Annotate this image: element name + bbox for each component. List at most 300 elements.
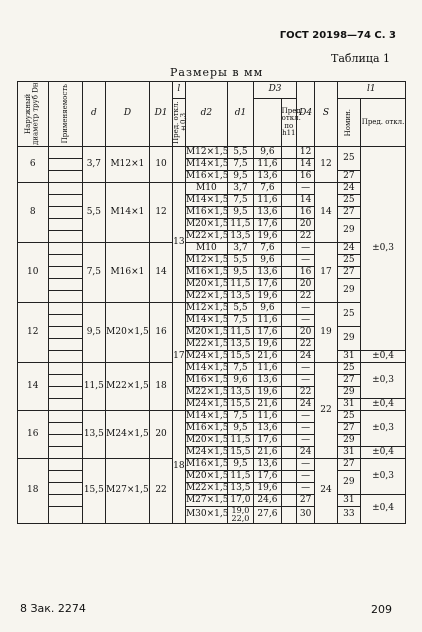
col-D3: D3 bbox=[254, 82, 297, 99]
table-row bbox=[18, 411, 406, 423]
cell-D3: 11,6 bbox=[254, 363, 281, 375]
dimensions-table bbox=[17, 81, 406, 524]
cell-d: 5,5 bbox=[83, 183, 105, 243]
cell-dn: 10 bbox=[18, 243, 49, 303]
cell-D3: 13,6 bbox=[254, 423, 281, 435]
cell-l1-tol: ±0,4 bbox=[361, 399, 406, 411]
cell-D3-tol bbox=[281, 315, 296, 327]
table-row bbox=[18, 255, 406, 267]
cell-d1: 13,5 bbox=[227, 231, 253, 243]
table-row bbox=[18, 147, 406, 159]
cell-d1: 9,5 bbox=[227, 423, 253, 435]
cell-D1: 14 bbox=[150, 243, 172, 303]
cell-D3-tol bbox=[281, 327, 296, 339]
cell-D1: 16 bbox=[150, 303, 172, 363]
cell-S: 22 bbox=[315, 363, 337, 459]
cell-d2: M24×1,5 bbox=[185, 398, 229, 409]
cell-d1: 7,5 bbox=[227, 315, 253, 327]
cell-prim bbox=[48, 255, 83, 267]
cell-d: 11,5 bbox=[83, 363, 105, 411]
cell-D3-tol bbox=[281, 435, 296, 447]
cell-D4: 22 bbox=[296, 339, 314, 351]
col-D3-tol: Пред. откл. по h11 bbox=[281, 99, 296, 147]
cell-D4: 16 bbox=[296, 267, 314, 279]
cell-prim bbox=[48, 243, 83, 255]
cell-d2: M16×1,5 bbox=[185, 206, 229, 217]
table-row bbox=[18, 303, 406, 315]
page-header: ГОСТ 20198—74 С. 3 bbox=[279, 30, 396, 41]
cell-d1: 3,7 bbox=[227, 183, 253, 195]
cell-d1: 13,5 bbox=[227, 387, 253, 399]
cell-D4: 20 bbox=[296, 327, 314, 339]
cell-dn: 14 bbox=[18, 363, 49, 411]
cell-d2: M12×1,5 bbox=[185, 254, 229, 265]
cell-D4: 12 bbox=[296, 147, 314, 159]
cell-l: 18 bbox=[172, 411, 185, 524]
cell-d: 7,5 bbox=[83, 243, 105, 303]
cell-d2: M16×1,5 bbox=[185, 374, 229, 385]
cell-l1-nom: 31 bbox=[337, 447, 360, 459]
cell-dn: 18 bbox=[18, 459, 49, 524]
cell-D3-tol bbox=[281, 255, 296, 267]
cell-l1-nom: 33 bbox=[337, 507, 360, 524]
cell-d2: M20×1,5 bbox=[185, 278, 229, 289]
col-d1: d1 bbox=[227, 82, 253, 147]
table-row bbox=[18, 171, 406, 183]
cell-D3-tol bbox=[281, 483, 296, 495]
cell-l1-tol: ±0,3 bbox=[361, 411, 406, 447]
cell-dn: 6 bbox=[18, 147, 49, 183]
cell-D3-tol bbox=[281, 195, 296, 207]
cell-d2: M16×1,5 bbox=[185, 170, 229, 181]
cell-d2: M14×1,5 bbox=[185, 158, 229, 169]
table-row bbox=[18, 495, 406, 507]
cell-D3: 21,6 bbox=[254, 447, 281, 459]
cell-prim bbox=[48, 207, 83, 219]
col-l-tol: Пред. откл. ±0,3 bbox=[172, 99, 185, 147]
cell-l1-nom: 25 bbox=[337, 255, 360, 267]
cell-prim bbox=[48, 315, 83, 327]
cell-l1-nom: 25 bbox=[337, 303, 360, 327]
cell-prim bbox=[48, 195, 83, 207]
cell-D3-tol bbox=[281, 219, 296, 231]
cell-l1-nom: 29 bbox=[337, 219, 360, 243]
cell-D3-tol bbox=[281, 375, 296, 387]
cell-prim bbox=[48, 387, 83, 399]
cell-D4: 30 bbox=[296, 507, 314, 524]
cell-d1: 15,5 bbox=[227, 351, 253, 363]
cell-D: M16×1 bbox=[105, 243, 150, 303]
table-row bbox=[18, 387, 406, 399]
cell-D3: 27,6 bbox=[254, 507, 281, 524]
cell-D3-tol bbox=[281, 243, 296, 255]
cell-d1 bbox=[227, 507, 253, 524]
col-l1: l1 bbox=[337, 82, 405, 99]
table-row bbox=[18, 423, 406, 435]
cell-D3-tol bbox=[281, 507, 296, 524]
cell-prim bbox=[48, 339, 83, 351]
cell-D3: 11,6 bbox=[254, 159, 281, 171]
table-row bbox=[18, 399, 406, 411]
cell-l1-nom: 27 bbox=[337, 423, 360, 435]
cell-D3: 9,6 bbox=[254, 147, 281, 159]
cell-D3-tol bbox=[281, 171, 296, 183]
col-d: d bbox=[83, 82, 105, 147]
cell-dn: 16 bbox=[18, 411, 49, 459]
cell-d2: M27×1,5 bbox=[185, 494, 229, 505]
cell-d1: 11,5 bbox=[227, 471, 253, 483]
cell-prim bbox=[48, 375, 83, 387]
cell-D3-tol bbox=[281, 303, 296, 315]
cell-D1: 22 bbox=[150, 459, 172, 524]
cell-dn: 8 bbox=[18, 183, 49, 243]
cell-D3: 11,6 bbox=[254, 195, 281, 207]
cell-D4: 27 bbox=[296, 495, 314, 507]
cell-D4: — bbox=[296, 183, 314, 195]
cell-prim bbox=[48, 231, 83, 243]
cell-d2: M24×1,5 bbox=[185, 350, 229, 361]
cell-l1-nom: 27 bbox=[337, 375, 360, 387]
cell-D3: 19,6 bbox=[254, 483, 281, 495]
cell-prim bbox=[48, 351, 83, 363]
cell-D3: 19,6 bbox=[254, 291, 281, 303]
col-S: S bbox=[315, 82, 337, 147]
cell-d1: 9,5 bbox=[227, 267, 253, 279]
cell-d2: M14×1,5 bbox=[185, 362, 229, 373]
cell-D3-tol bbox=[281, 183, 296, 195]
cell-d1: 13,5 bbox=[227, 339, 253, 351]
cell-D3-tol bbox=[281, 447, 296, 459]
cell-D3: 24,6 bbox=[254, 495, 281, 507]
cell-D3-tol bbox=[281, 207, 296, 219]
cell-l1-tol: ±0,4 bbox=[361, 351, 406, 363]
cell-D4: 20 bbox=[296, 219, 314, 231]
cell-prim bbox=[48, 171, 83, 183]
cell-d2: M16×1,5 bbox=[185, 266, 229, 277]
cell-d1: 13,5 bbox=[227, 291, 253, 303]
cell-d1: 7,5 bbox=[227, 411, 253, 423]
col-D4: D4 bbox=[296, 82, 314, 147]
cell-D3: 13,6 bbox=[254, 375, 281, 387]
cell-prim bbox=[48, 459, 83, 471]
cell-l1-nom: 29 bbox=[337, 435, 360, 447]
cell-d2: M16×1,5 bbox=[185, 422, 229, 433]
cell-D3-tol bbox=[281, 423, 296, 435]
cell-d2: M14×1,5 bbox=[185, 314, 229, 325]
cell-D3-tol bbox=[281, 351, 296, 363]
cell-d2: M20×1,5 bbox=[185, 470, 229, 481]
cell-l1-nom: 29 bbox=[337, 279, 360, 303]
cell-prim bbox=[48, 507, 83, 524]
table-row bbox=[18, 243, 406, 255]
cell-D3: 19,6 bbox=[254, 231, 281, 243]
cell-d1: 17,0 bbox=[227, 495, 253, 507]
cell-D3: 11,6 bbox=[254, 411, 281, 423]
cell-S: 19 bbox=[315, 303, 337, 363]
cell-prim bbox=[48, 267, 83, 279]
table-row bbox=[18, 327, 406, 339]
cell-D1: 10 bbox=[150, 147, 172, 183]
table-caption: Размеры в мм bbox=[170, 66, 264, 79]
cell-D3: 7,6 bbox=[254, 183, 281, 195]
table-row bbox=[18, 459, 406, 471]
cell-l bbox=[172, 147, 185, 183]
cell-d2: M30×1,5 bbox=[185, 507, 227, 524]
cell-prim bbox=[48, 159, 83, 171]
cell-D3: 17,6 bbox=[254, 435, 281, 447]
cell-D: M12×1 bbox=[105, 147, 150, 183]
cell-d2: M24×1,5 bbox=[185, 446, 229, 457]
cell-d1-top: 19,0 bbox=[231, 506, 250, 515]
cell-D3-tol bbox=[281, 159, 296, 171]
table-number: Таблица 1 bbox=[331, 52, 390, 65]
cell-d2: M20×1,5 bbox=[185, 218, 229, 229]
col-d2: d2 bbox=[185, 82, 227, 147]
cell-d2: M22×1,5 bbox=[185, 482, 229, 493]
cell-D3-tol bbox=[281, 471, 296, 483]
cell-D3-tol bbox=[281, 267, 296, 279]
cell-l1-nom: 27 bbox=[337, 267, 360, 279]
table-row bbox=[18, 207, 406, 219]
cell-D3-tol bbox=[281, 291, 296, 303]
cell-D3: 21,6 bbox=[254, 351, 281, 363]
cell-prim bbox=[48, 483, 83, 495]
cell-D: M24×1,5 bbox=[105, 411, 150, 459]
cell-D3: 21,6 bbox=[254, 399, 281, 411]
cell-D4: — bbox=[296, 243, 314, 255]
cell-D1: 20 bbox=[150, 411, 172, 459]
cell-prim bbox=[48, 183, 83, 195]
cell-l1-nom: 24 bbox=[337, 183, 360, 195]
page-number: 209 bbox=[371, 603, 392, 616]
cell-D4: — bbox=[296, 303, 314, 315]
cell-d2: M14×1,5 bbox=[185, 194, 229, 205]
cell-D4: — bbox=[296, 255, 314, 267]
cell-D4: 24 bbox=[296, 351, 314, 363]
table-row bbox=[18, 183, 406, 195]
cell-l1-nom: 27 bbox=[337, 171, 360, 183]
col-D1: D1 bbox=[150, 82, 172, 147]
cell-d2: M10 bbox=[185, 243, 227, 255]
cell-l1-nom: 31 bbox=[337, 495, 360, 507]
cell-D3-tol bbox=[281, 279, 296, 291]
cell-D4: — bbox=[296, 411, 314, 423]
col-prim: Применяемость bbox=[48, 82, 83, 147]
cell-prim bbox=[48, 303, 83, 315]
col-l1-nom: Номин. bbox=[337, 99, 360, 147]
cell-l1-nom: 29 bbox=[337, 327, 360, 351]
cell-d1: 7,5 bbox=[227, 195, 253, 207]
cell-l1-nom: 29 bbox=[337, 387, 360, 399]
cell-d1: 13,5 bbox=[227, 483, 253, 495]
cell-d1-bottom: 22,0 bbox=[231, 514, 250, 523]
cell-prim bbox=[48, 279, 83, 291]
cell-D4: — bbox=[296, 483, 314, 495]
table-row bbox=[18, 279, 406, 291]
col-l1-tol: Пред. откл. bbox=[361, 99, 406, 147]
table-row bbox=[18, 507, 406, 524]
cell-S: 17 bbox=[315, 243, 337, 303]
cell-prim bbox=[48, 447, 83, 459]
table-row bbox=[18, 447, 406, 459]
cell-l1-tol: ±0,4 bbox=[361, 447, 406, 459]
cell-D: M14×1 bbox=[105, 183, 150, 243]
cell-D4: 20 bbox=[296, 279, 314, 291]
cell-D4: 24 bbox=[296, 399, 314, 411]
table-row bbox=[18, 219, 406, 231]
cell-D3-tol bbox=[281, 339, 296, 351]
table-row bbox=[18, 471, 406, 483]
cell-prim bbox=[48, 411, 83, 423]
cell-D: M27×1,5 bbox=[105, 459, 150, 524]
cell-prim bbox=[48, 291, 83, 303]
col-D: D bbox=[105, 82, 150, 147]
cell-D4: 16 bbox=[296, 171, 314, 183]
cell-d1: 11,5 bbox=[227, 327, 253, 339]
cell-S: 24 bbox=[315, 459, 337, 524]
cell-D3-tol bbox=[281, 399, 296, 411]
cell-d2: M20×1,5 bbox=[185, 434, 229, 445]
cell-prim bbox=[48, 423, 83, 435]
cell-S: 14 bbox=[315, 183, 337, 243]
cell-D1: 12 bbox=[150, 183, 172, 243]
cell-D4: — bbox=[296, 435, 314, 447]
cell-d1: 5,5 bbox=[227, 147, 253, 159]
cell-D3-tol bbox=[281, 147, 296, 159]
cell-D4: 22 bbox=[296, 231, 314, 243]
table-row bbox=[18, 195, 406, 207]
cell-D3: 17,6 bbox=[254, 279, 281, 291]
cell-d2: M20×1,5 bbox=[185, 326, 229, 337]
cell-l1-tol: ±0,4 bbox=[361, 495, 406, 524]
cell-d2: M22×1,5 bbox=[185, 386, 229, 397]
cell-d: 9,5 bbox=[83, 303, 105, 363]
cell-D4: 14 bbox=[296, 159, 314, 171]
cell-prim bbox=[48, 399, 83, 411]
cell-d: 13,5 bbox=[83, 411, 105, 459]
cell-d1: 11,5 bbox=[227, 435, 253, 447]
cell-D: M20×1,5 bbox=[105, 303, 150, 363]
cell-l1-nom: 25 bbox=[337, 363, 360, 375]
cell-D3: 13,6 bbox=[254, 459, 281, 471]
col-l: l bbox=[172, 82, 185, 99]
cell-d1: 11,5 bbox=[227, 219, 253, 231]
cell-prim bbox=[48, 435, 83, 447]
cell-prim bbox=[48, 495, 83, 507]
cell-D4: 24 bbox=[296, 447, 314, 459]
cell-prim bbox=[48, 363, 83, 375]
cell-D3: 9,6 bbox=[254, 303, 281, 315]
cell-D: M22×1,5 bbox=[105, 363, 150, 411]
cell-l1-nom: 27 bbox=[337, 459, 360, 471]
table-row bbox=[18, 351, 406, 363]
cell-d2: M22×1,5 bbox=[185, 338, 229, 349]
cell-D4: — bbox=[296, 375, 314, 387]
cell-D3: 17,6 bbox=[254, 219, 281, 231]
cell-D3-tol bbox=[281, 495, 296, 507]
cell-D3: 13,6 bbox=[254, 207, 281, 219]
cell-d2: M12×1,5 bbox=[185, 302, 229, 313]
table-row bbox=[18, 435, 406, 447]
cell-prim bbox=[48, 219, 83, 231]
cell-d: 15,5 bbox=[83, 459, 105, 524]
cell-dn: 12 bbox=[18, 303, 49, 363]
cell-l1-nom: 24 bbox=[337, 243, 360, 255]
cell-d2: M12×1,5 bbox=[185, 146, 229, 157]
cell-D4: 16 bbox=[296, 207, 314, 219]
cell-d2: M14×1,5 bbox=[185, 410, 229, 421]
cell-D4: — bbox=[296, 459, 314, 471]
cell-S: 12 bbox=[315, 147, 337, 183]
cell-l1-tol: ±0,3 bbox=[361, 147, 406, 351]
table-row bbox=[18, 363, 406, 375]
cell-l: 13 bbox=[172, 183, 185, 303]
cell-d: 3,7 bbox=[83, 147, 105, 183]
table-row bbox=[18, 267, 406, 279]
cell-D3-tol bbox=[281, 411, 296, 423]
cell-D3: 7,6 bbox=[254, 243, 281, 255]
cell-D3: 17,6 bbox=[254, 471, 281, 483]
cell-l1-nom: 25 bbox=[337, 411, 360, 423]
cell-l1-nom: 25 bbox=[337, 147, 360, 171]
cell-l1-nom: 27 bbox=[337, 207, 360, 219]
cell-D3: 13,6 bbox=[254, 267, 281, 279]
cell-D3-tol bbox=[281, 363, 296, 375]
cell-l: 17 bbox=[172, 303, 185, 411]
footer-order: 8 Зак. 2274 bbox=[20, 602, 86, 615]
cell-l1-tol: ±0,3 bbox=[361, 459, 406, 495]
cell-D1: 18 bbox=[150, 363, 172, 411]
cell-d1: 15,5 bbox=[227, 399, 253, 411]
cell-d1: 15,5 bbox=[227, 447, 253, 459]
cell-D3: 17,6 bbox=[254, 327, 281, 339]
cell-D3: 9,6 bbox=[254, 255, 281, 267]
cell-l1-nom: 29 bbox=[337, 471, 360, 495]
cell-l1-nom: 31 bbox=[337, 399, 360, 411]
cell-l1-nom: 25 bbox=[337, 195, 360, 207]
cell-l1-nom: 31 bbox=[337, 351, 360, 363]
cell-D4: — bbox=[296, 363, 314, 375]
cell-d1: 5,5 bbox=[227, 303, 253, 315]
cell-D3-tol bbox=[281, 231, 296, 243]
cell-d2: M10 bbox=[185, 183, 227, 195]
cell-D4: — bbox=[296, 315, 314, 327]
cell-prim bbox=[48, 327, 83, 339]
cell-D3: 19,6 bbox=[254, 387, 281, 399]
cell-D3: 11,6 bbox=[254, 315, 281, 327]
table-row bbox=[18, 375, 406, 387]
cell-d2: M22×1,5 bbox=[185, 230, 229, 241]
cell-D4: — bbox=[296, 423, 314, 435]
cell-d1: 9,6 bbox=[227, 375, 253, 387]
cell-l1-tol: ±0,3 bbox=[361, 363, 406, 399]
cell-D3: 13,6 bbox=[254, 171, 281, 183]
cell-d1: 9,5 bbox=[227, 459, 253, 471]
cell-d2: M22×1,5 bbox=[185, 290, 229, 301]
cell-prim bbox=[48, 147, 83, 159]
cell-D4: 22 bbox=[296, 291, 314, 303]
cell-D3-tol bbox=[281, 387, 296, 399]
cell-prim bbox=[48, 471, 83, 483]
cell-D4: — bbox=[296, 471, 314, 483]
cell-d1: 7,5 bbox=[227, 363, 253, 375]
cell-d1: 9,5 bbox=[227, 207, 253, 219]
cell-d1: 3,7 bbox=[227, 243, 253, 255]
cell-D4: 14 bbox=[296, 195, 314, 207]
cell-d1: 7,5 bbox=[227, 159, 253, 171]
cell-d1: 5,5 bbox=[227, 255, 253, 267]
cell-D4: 22 bbox=[296, 387, 314, 399]
